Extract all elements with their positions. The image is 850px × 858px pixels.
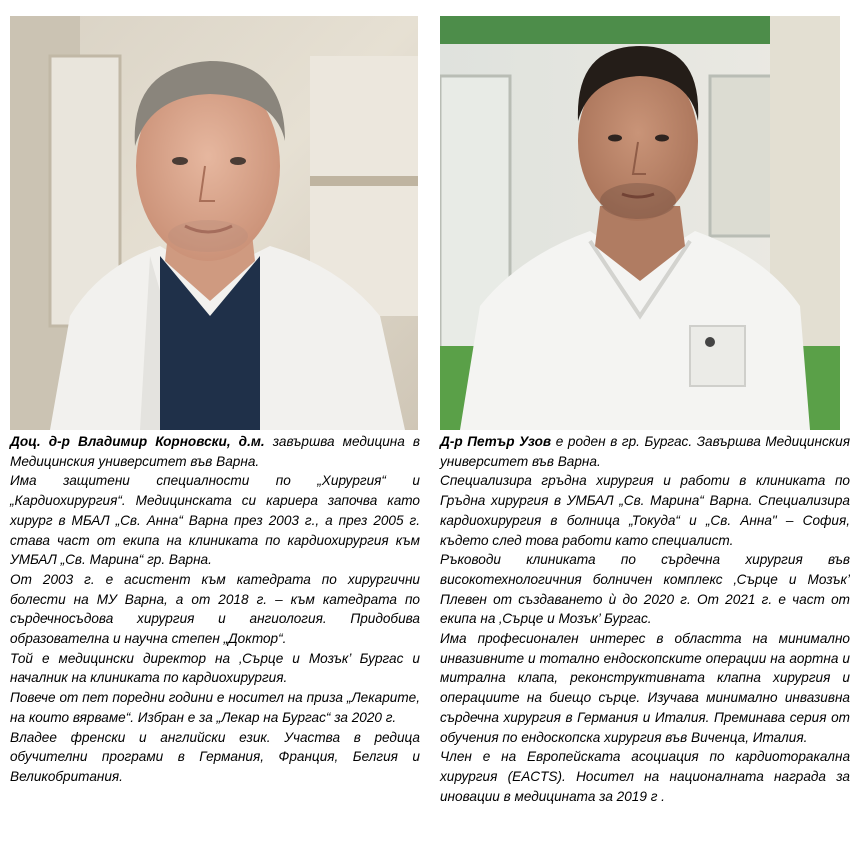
portrait-illustration (440, 16, 840, 430)
bio-paragraph: Има защитени специалности по „Хирургия“ и „Кардиохирургия“. Медицинската си кариера започва като хирург в МБАЛ „Св. Анна“ Варна през 2003 г., а през 2005 г. става част от екипа на клиниката по кардиохирургия към УМБАЛ „Св. Марина“ гр. Варна. (10, 473, 420, 568)
bio-paragraph: Повече от пет поредни години е носител на приза „Лекарите, на които вярваме“. Избран е за „Лекар на Бургас“ за 2020 г. (10, 690, 420, 725)
bio-paragraph: От 2003 г. е асистент към катедрата по хирургични болести на МУ Варна, а от 2018 г. – към катедрата по сърдечносъдова хирургия и ангиология. Придобива образователна и научна степен „Доктор“. (10, 571, 420, 647)
doctor-card-kornovski (10, 0, 420, 787)
bio-paragraph: Той е медицински директор на ‚Сърце и Мозък’ Бургас и началник на клиниката по кардиохирургия. (10, 650, 420, 686)
bio-paragraph: Владее френски и английски език. Участва в редица обучителни програми в Германия, Франция, Белгия и Великобритания. (10, 729, 420, 784)
bio-paragraph: Ръководи клиниката по сърдечна хирургия във високотехнологичния болничен комплекс ‚Сърце и Мозък’ Плевен от създаването ѝ до 2020 г. От 2021 г. е част от екипа на ‚Сърце и Мозък’ Бургас. (440, 552, 850, 627)
doctor-photo-uzov (440, 16, 840, 430)
bio-paragraph: Има професионален интерес в областта на минимално инвазивните и тотално ендоскопските операции на аортна и митрална клапа, реконструктивната клапна хирургия и операциите на биещо сърце. Изучава минимално инвазивна сърдечна хирургия в Германия и Италия. Преминава серия от обучения по ендоскопска хирургия във Виченца, Италия. (440, 631, 850, 745)
bio-paragraph: Специализира гръдна хирургия и работи в клиниката по Гръдна хирургия в УМБАЛ „Св. Марина“ Варна. Специализира кардиохирургия в болница „Токуда“ и „Св. Анна" – София, където след това работи като специалист. (440, 473, 850, 548)
doctor-bio-kornovski (10, 432, 420, 787)
bio-paragraph: Член е на Европейската асоциация по кардиоторакална хирургия (EACTS). Носител на националната награда за иновации в медицината за 2019 г . (440, 749, 850, 804)
bio-paragraph: Д-р Петър Узов е роден в гр. Бургас. Завършва Медицинския университет във Варна. (440, 434, 850, 469)
portrait-illustration (10, 16, 418, 430)
doctor-name: Доц. д-р Владимир Корновски, д.м. (10, 434, 265, 449)
bio-paragraph: Доц. д-р Владимир Корновски, д.м. завършва медицина в Медицинския университет във Варна. (10, 434, 420, 469)
doctor-photo-kornovski (10, 16, 418, 430)
doctor-name: Д-р Петър Узов (440, 434, 552, 449)
doctor-bio-uzov (440, 432, 850, 806)
doctor-card-uzov (440, 0, 850, 806)
